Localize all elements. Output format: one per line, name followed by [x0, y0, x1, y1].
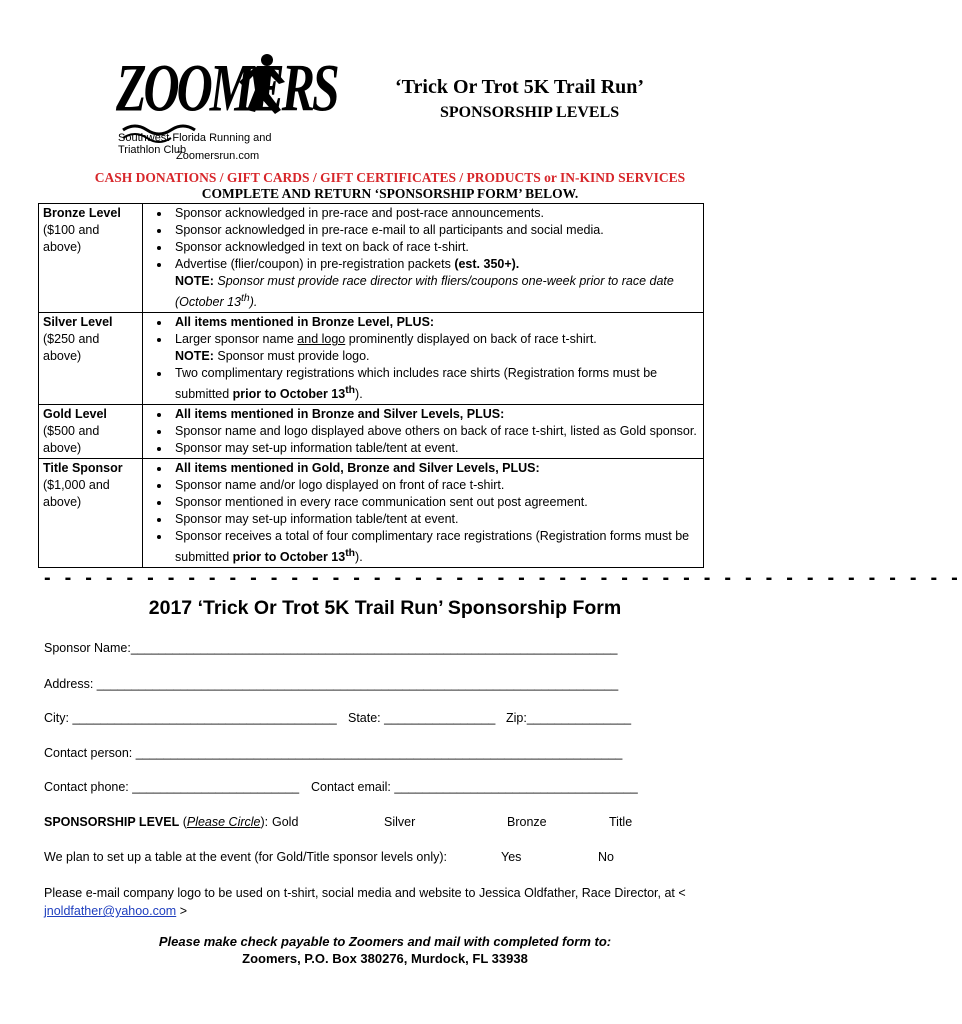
logo-request: Please e-mail company logo to be used on t-shirt, social media and website to Jessica Oldfather, Race Director, at < jnoldfather@yahoo.com > [44, 886, 686, 918]
contact-email-field[interactable]: Contact email: ___________________________________ [311, 780, 638, 794]
level-row-gold [39, 405, 704, 459]
sponsorship-level-label: SPONSORSHIP LEVEL (Please Circle): [44, 815, 269, 829]
benefit-item: • All items mentioned in Bronze Level, PLUS: [171, 314, 700, 331]
benefits-cell [143, 313, 704, 405]
benefit-item: • Sponsor acknowledged in text on back of race t-shirt. [171, 239, 700, 256]
city-field[interactable]: City: ______________________________________ [44, 711, 337, 725]
cut-line-separator: - - - - - - - - - - - - - - - - - - - - - - - - - - - - - - - - - - - - - - - - - - - - - [44, 567, 962, 589]
benefit-item: • Sponsor may set-up information table/tent at event. [171, 511, 700, 528]
club-url: Zoomersrun.com [176, 150, 260, 162]
sponsorship-levels-table [38, 203, 704, 568]
level-amount: ($250 and above) [43, 332, 100, 364]
benefit-item: • All items mentioned in Bronze and Silver Levels, PLUS: [171, 406, 700, 423]
benefit-item: • Sponsor name and logo displayed above others on back of race t-shirt, listed as Gold sponsor. [171, 423, 700, 440]
level-amount: ($500 and above) [43, 424, 100, 456]
level-option-gold[interactable]: Gold [272, 815, 299, 829]
level-cell [39, 405, 143, 459]
table-question: We plan to set up a table at the event (for Gold/Title sponsor levels only): [44, 850, 447, 864]
level-option-silver[interactable]: Silver [384, 815, 416, 829]
levels-title: SPONSORSHIP LEVELS [440, 104, 620, 121]
table-option-yes[interactable]: Yes [501, 850, 522, 864]
level-option-bronze[interactable]: Bronze [507, 815, 547, 829]
form-title: 2017 ‘Trick Or Trot 5K Trail Run’ Sponsorship Form [148, 597, 622, 619]
sponsor-name-field[interactable]: Sponsor Name:______________________________________________________________________ [44, 641, 618, 655]
director-email-link[interactable]: jnoldfather@yahoo.com [44, 904, 177, 918]
address-field[interactable]: Address: ___________________________________________________________________________ [44, 677, 619, 691]
level-row-bronze [39, 204, 704, 313]
zip-field[interactable]: Zip:_______________ [506, 711, 632, 725]
contact-person-field[interactable]: Contact person: ______________________________________________________________________ [44, 746, 623, 760]
level-name: Title Sponsor [43, 461, 123, 476]
level-amount: ($1,000 and above) [43, 478, 110, 510]
level-name: Bronze Level [43, 206, 121, 220]
level-name: Silver Level [43, 315, 113, 330]
level-amount: ($100 and above) [43, 223, 100, 254]
club-name: Southwest Florida Running and Triathlon Club [118, 132, 272, 156]
benefits-cell [143, 204, 704, 313]
level-cell [39, 313, 143, 405]
level-row-title [39, 459, 704, 568]
level-name: Gold Level [43, 407, 107, 422]
benefits-cell [143, 459, 704, 568]
contact-phone-field[interactable]: Contact phone: ________________________ [44, 780, 300, 794]
benefit-item: • Advertise (flier/coupon) in pre-registration packets (est. 350+). NOTE: Sponsor must provide race director with fliers/coupons one-week prior to race date (October 13th). [171, 256, 700, 311]
table-option-no[interactable]: No [598, 850, 614, 864]
benefits-cell [143, 405, 704, 459]
benefit-item: • Larger sponsor name and logo prominently displayed on back of race t-shirt. NOTE: Sponsor must provide logo. [171, 331, 700, 365]
state-field[interactable]: State: ________________ [348, 711, 496, 725]
benefit-item: • Sponsor mentioned in every race communication sent out post agreement. [171, 494, 700, 511]
benefit-item: • Two complimentary registrations which includes race shirts (Registration forms must be submitted prior to October 13th). [171, 365, 700, 403]
complete-instruction: COMPLETE AND RETURN ‘SPONSORSHIP FORM’ BELOW. [201, 186, 579, 201]
benefit-item: • Sponsor name and/or logo displayed on front of race t-shirt. [171, 477, 700, 494]
benefit-item: • All items mentioned in Gold, Bronze and Silver Levels, PLUS: [171, 460, 700, 477]
benefit-item: • Sponsor acknowledged in pre-race e-mail to all participants and social media. [171, 222, 700, 239]
mailing-address: Zoomers, P.O. Box 380276, Murdock, FL 33938 [242, 951, 528, 966]
event-title: ‘Trick Or Trot 5K Trail Run’ [395, 76, 645, 98]
logo-wordmark: ZOOMERS [116, 49, 337, 126]
donations-line: CASH DONATIONS / GIFT CARDS / GIFT CERTIFICATES / PRODUCTS or IN-KIND SERVICES [94, 170, 686, 185]
benefit-item: • Sponsor receives a total of four complimentary race registrations (Registration forms must be submitted prior to October 13th). [171, 528, 700, 566]
benefit-item: • Sponsor acknowledged in pre-race and post-race announcements. [171, 205, 700, 222]
level-option-title[interactable]: Title [609, 815, 633, 829]
level-cell [39, 459, 143, 568]
level-row-silver [39, 313, 704, 405]
benefit-item: • Sponsor may set-up information table/tent at event. [171, 440, 700, 457]
check-instruction: Please make check payable to Zoomers and mail with completed form to: [158, 934, 612, 949]
level-cell [39, 204, 143, 313]
